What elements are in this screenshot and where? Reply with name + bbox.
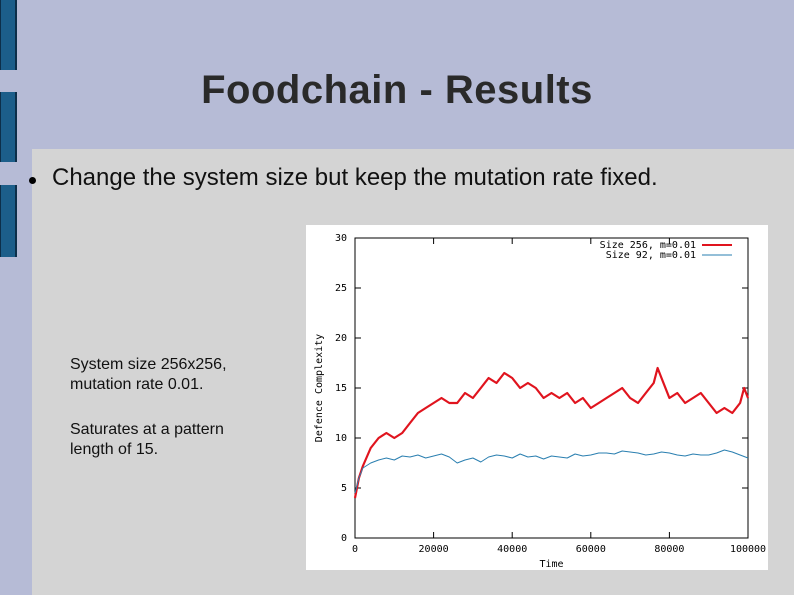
note-line: Saturates at a pattern xyxy=(70,421,224,438)
side-bar xyxy=(0,0,17,70)
side-bar xyxy=(0,185,17,257)
legend-label: Size 92, m=0.01 xyxy=(605,250,696,261)
y-tick-label: 15 xyxy=(334,383,347,394)
chart-container xyxy=(306,225,768,570)
legend-label: Size 256, m=0.01 xyxy=(599,240,696,251)
y-axis-label: Defence Complexity xyxy=(314,333,325,443)
x-tick-label: 20000 xyxy=(418,544,449,555)
x-tick-label: 0 xyxy=(351,544,359,555)
y-tick-label: 30 xyxy=(334,233,347,244)
y-tick-label: 10 xyxy=(334,433,347,444)
note-line: length of 15. xyxy=(70,441,159,458)
x-tick-label: 60000 xyxy=(575,544,606,555)
note-system-size xyxy=(70,355,227,395)
y-tick-label: 20 xyxy=(334,333,347,344)
line-chart xyxy=(306,225,768,570)
x-axis-label: Time xyxy=(539,559,564,570)
y-tick-label: 0 xyxy=(340,533,347,544)
bullet-icon xyxy=(29,177,36,184)
note-line: mutation rate 0.01. xyxy=(70,376,204,393)
y-tick-label: 25 xyxy=(334,283,347,294)
series-line xyxy=(355,368,748,498)
plot-frame xyxy=(355,238,748,538)
slide-title: Foodchain - Results xyxy=(201,68,593,112)
x-tick-label: 40000 xyxy=(497,544,528,555)
note-saturation xyxy=(70,420,224,460)
series-line xyxy=(355,450,748,493)
x-tick-label: 100000 xyxy=(729,544,767,555)
x-tick-label: 80000 xyxy=(654,544,685,555)
y-tick-label: 5 xyxy=(340,483,347,494)
note-line: System size 256x256, xyxy=(70,356,227,373)
bullet-text: Change the system size but keep the mutation rate fixed. xyxy=(52,164,658,191)
